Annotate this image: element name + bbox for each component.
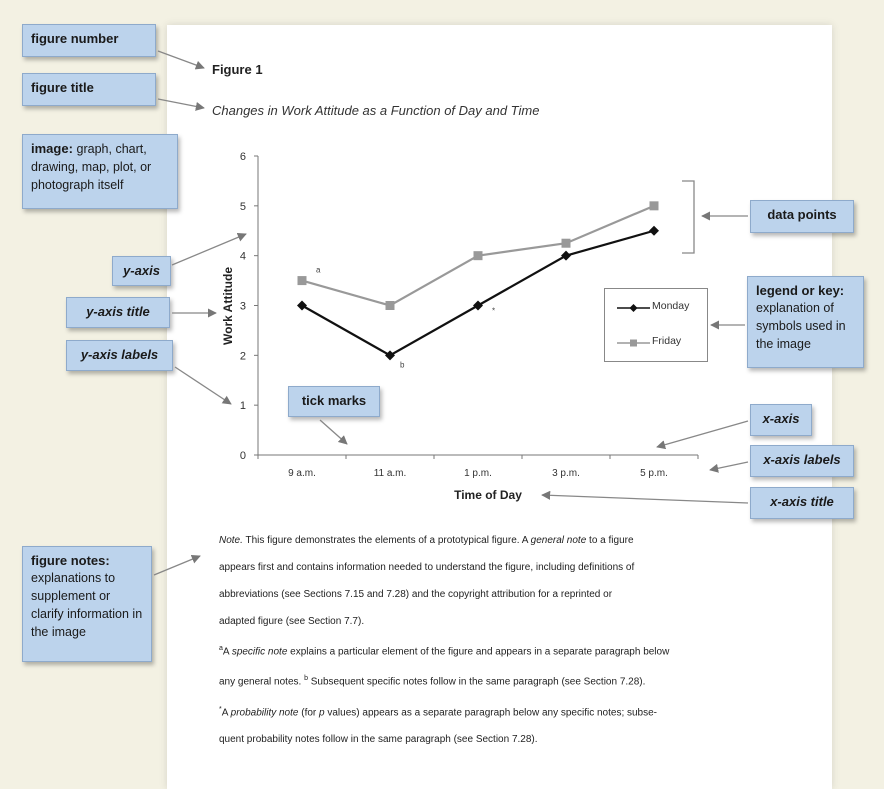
callout-tick-marks-label: tick marks: [301, 393, 367, 408]
data-point-friday: [386, 301, 395, 310]
x-axis-title: Time of Day: [454, 488, 522, 502]
note-specific-text-1: A: [222, 646, 232, 658]
data-point-monday: [385, 350, 395, 360]
y-tick-label: 1: [239, 400, 246, 413]
data-point-friday: [562, 239, 571, 248]
note-specific-sup-b: b: [304, 675, 308, 683]
figure-number: Figure 1: [212, 62, 263, 77]
callout-figure-number-label: figure number: [31, 31, 119, 46]
callout-x-axis-label: x-axis: [762, 411, 800, 426]
callout-y-axis-label: y-axis: [123, 263, 160, 278]
note-probability-text-1: A: [221, 706, 231, 718]
figure-title: Changes in Work Attitude as a Function of Day and Time: [212, 103, 540, 118]
arrow-figure-title: [158, 99, 204, 108]
note-probability-italic: probability note: [230, 706, 299, 718]
note-specific-line-2a: any general notes.: [219, 676, 305, 688]
callout-legend-bold: legend or key:: [756, 283, 845, 298]
figure-notes: [219, 533, 779, 759]
note-probability-line-1: [219, 702, 779, 720]
callout-x-axis-labels-label: x-axis labels: [763, 452, 841, 467]
series-line-monday: [302, 231, 654, 356]
data-point-friday: [298, 276, 307, 285]
note-label: Note.: [219, 535, 243, 546]
point-annotation: b: [400, 360, 405, 370]
callout-y-axis-labels-label: y-axis labels: [80, 347, 159, 362]
legend-monday-label: Monday: [652, 300, 690, 312]
note-general-line-1: [219, 533, 779, 548]
note-specific-line-2b: Subsequent specific notes follow in the same paragraph (see Section 7.28).: [307, 676, 646, 688]
y-axis-title: Work Attitude: [221, 267, 235, 345]
legend-friday-marker: [630, 340, 637, 347]
data-point-monday: [649, 226, 659, 236]
callout-image-bold: image:: [31, 141, 73, 156]
arrow-x-axis: [657, 421, 748, 447]
callout-figure-title-label: figure title: [31, 80, 94, 95]
callout-data-points-label: data points: [767, 207, 837, 222]
note-probability-p: p: [319, 706, 325, 718]
note-general-line-2: appears first and contains information needed to understand the figure, including definitions of: [219, 562, 635, 573]
note-general-text-2: to a figure: [586, 535, 634, 546]
y-tick-label: 3: [239, 300, 246, 313]
x-tick-label: 9 a.m.: [288, 468, 316, 479]
arrow-x-axis-title: [542, 495, 748, 503]
arrow-figure-notes: [154, 556, 200, 575]
callout-image-text: graph, chart, drawing, map, plot, or photograph itself: [31, 142, 152, 192]
note-specific-line-1: [219, 641, 779, 659]
note-specific-sup-a: a: [219, 645, 223, 652]
note-general-line-3: abbreviations (see Sections 7.15 and 7.28) and the copyright attribution for a reprinted or: [219, 589, 613, 600]
note-specific-text-2: explains a particular element of the figure and appears in a separate paragraph below: [287, 646, 670, 658]
legend-friday-label: Friday: [652, 335, 682, 347]
x-tick-label: 1 p.m.: [464, 468, 492, 479]
callout-x-axis-title-label: x-axis title: [770, 494, 834, 509]
callout-legend-text: explanation of symbols used in the image: [756, 301, 846, 351]
note-general-line-4: adapted figure (see Section 7.7).: [219, 616, 365, 627]
note-probability-line-2: quent probability notes follow in the same paragraph (see Section 7.28).: [219, 733, 538, 745]
data-point-friday: [650, 201, 659, 210]
point-annotation: *: [492, 306, 496, 316]
callout-figure-notes-text: explanations to supplement or clarify information in the image: [31, 571, 143, 639]
chart-legend: [604, 288, 708, 362]
y-tick-label: 2: [239, 350, 246, 363]
y-tick-label: 6: [239, 151, 246, 163]
arrow-y-axis: [172, 234, 246, 265]
note-general-text-1: This figure demonstrates the elements of a prototypical figure. A: [242, 535, 531, 546]
arrow-y-axis-labels: [175, 367, 231, 404]
callout-figure-notes-bold: figure notes:: [31, 553, 110, 568]
note-general-italic: general note: [530, 535, 587, 546]
x-tick-label: 3 p.m.: [552, 468, 580, 479]
note-probability-sup: *: [219, 705, 222, 713]
legend-monday-marker: [630, 304, 638, 312]
data-point-friday: [474, 251, 483, 260]
arrow-x-axis-labels: [710, 462, 748, 470]
arrow-figure-number: [158, 51, 204, 68]
data-point-monday: [297, 301, 307, 311]
arrow-tick-marks: [320, 420, 347, 444]
note-specific-line-2: [219, 671, 779, 689]
callout-y-axis-title-label: y-axis title: [86, 304, 150, 319]
point-annotation: a: [316, 265, 321, 275]
data-points-bracket: [682, 181, 694, 253]
note-specific-italic: specific note: [231, 646, 288, 658]
data-point-monday: [473, 301, 483, 311]
data-point-monday: [561, 251, 571, 261]
x-tick-label: 5 p.m.: [640, 468, 668, 479]
x-tick-label: 11 a.m.: [373, 468, 407, 479]
y-tick-label: 0: [239, 450, 246, 462]
note-probability-text-2: (for: [298, 706, 320, 718]
note-probability-text-3: values) appears as a separate paragraph below any specific notes; subse-: [324, 706, 658, 718]
y-tick-label: 5: [239, 200, 246, 213]
y-tick-label: 4: [239, 250, 246, 263]
